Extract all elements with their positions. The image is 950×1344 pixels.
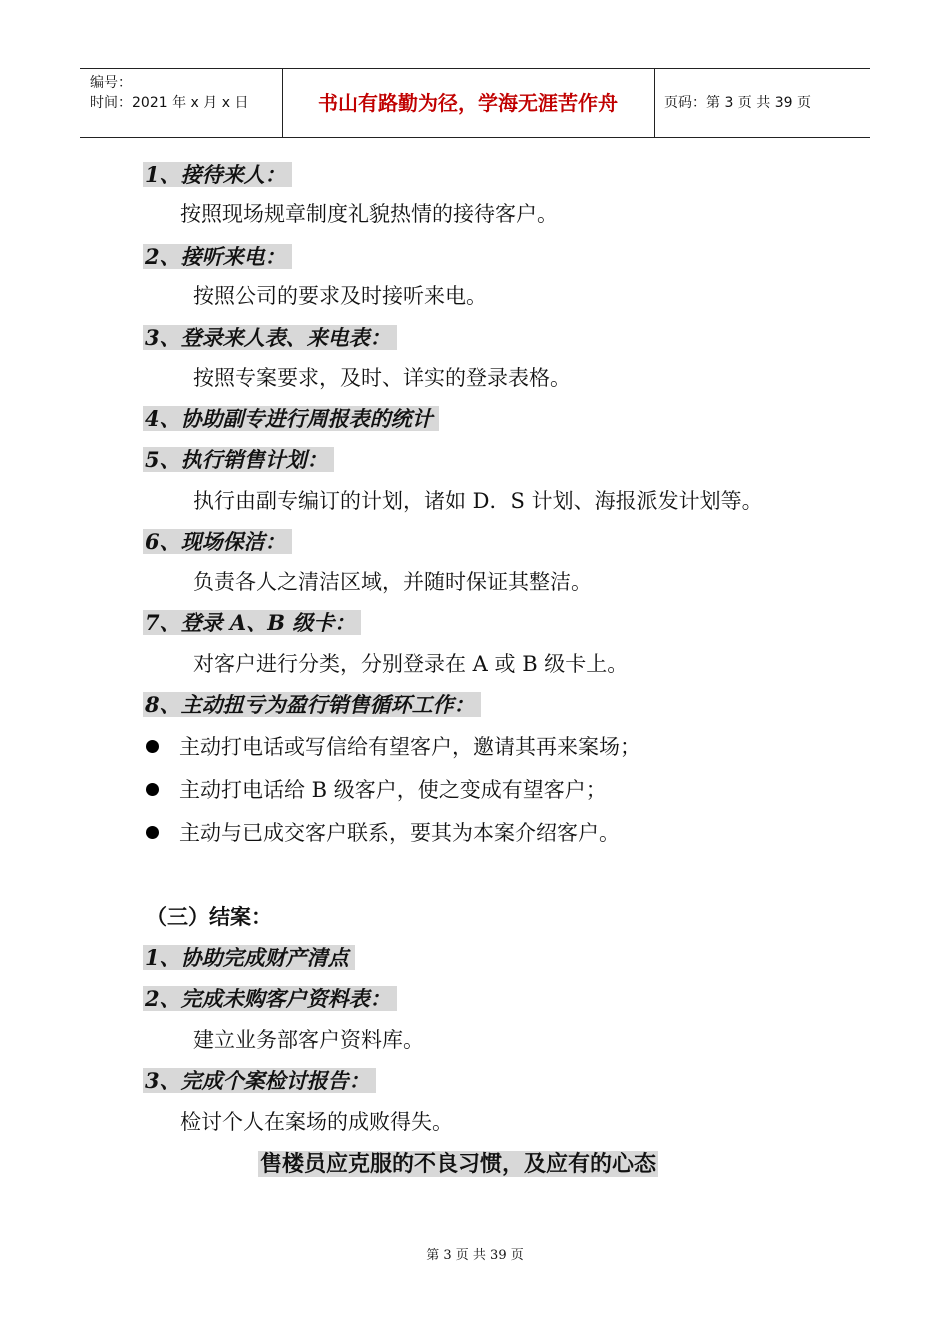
item-heading-1: 1、接待来人： (143, 160, 292, 190)
page-footer: 第 3 页 共 39 页 (426, 1248, 524, 1263)
item-text-2: 按照公司的要求及时接听来电。 (193, 284, 487, 308)
item-text-5: 执行由副专编订的计划，诸如 D．S 计划、海报派发计划等。 (193, 489, 763, 513)
item-text-3: 按照专案要求，及时、详实的登录表格。 (193, 366, 571, 390)
item-heading-5: 5、执行销售计划： (143, 445, 334, 475)
bullet-item: 主动打电话或写信给有望客户，邀请其再来案场； (146, 732, 641, 762)
bullet-icon (146, 826, 159, 839)
item-text-1: 按照现场规章制度礼貌热情的接待客户。 (180, 202, 558, 226)
closing-title: 售楼员应克服的不良习惯，及应有的心态 (260, 1151, 657, 1177)
section3-text-2: 建立业务部客户资料库。 (193, 1028, 424, 1052)
page-header (80, 68, 870, 138)
bullet-item: 主动与已成交客户联系，要其为本案介绍客户。 (146, 818, 620, 848)
header-page-info: 页码：第 3 页 共 39 页 (664, 95, 811, 111)
item-heading-3: 3、登录来人表、来电表： (143, 323, 397, 353)
section3-heading-2: 2、完成未购客户资料表： (143, 984, 397, 1014)
item-heading-8: 8、主动扭亏为盈行销售循环工作： (143, 690, 481, 720)
section-title: （三）结案： (146, 904, 272, 929)
section3-heading-3: 3、完成个案检讨报告： (143, 1066, 376, 1096)
item-heading-6: 6、现场保洁： (143, 527, 292, 557)
header-meta (80, 69, 283, 137)
bullet-item: 主动打电话给 B 级客户，使之变成有望客户； (146, 775, 607, 805)
section3-heading-1: 1、协助完成财产清点 (143, 943, 355, 973)
item-text-7: 对客户进行分类，分别登录在 A 或 B 级卡上。 (193, 652, 629, 676)
bullet-icon (146, 783, 159, 796)
item-text-6: 负责各人之清洁区域，并随时保证其整洁。 (193, 570, 592, 594)
document-number: 编号： (90, 75, 132, 91)
header-motto: 书山有路勤为径，学海无涯苦作舟 (282, 69, 655, 137)
item-heading-7: 7、登录 A、B 级卡： (143, 608, 361, 638)
item-heading-4: 4、协助副专进行周报表的统计 (143, 404, 439, 434)
bullet-icon (146, 740, 159, 753)
item-heading-2: 2、接听来电： (143, 242, 292, 272)
document-date: 时间：2021 年 x 月 x 日 (90, 95, 249, 111)
section3-text-3: 检讨个人在案场的成败得失。 (180, 1110, 453, 1134)
